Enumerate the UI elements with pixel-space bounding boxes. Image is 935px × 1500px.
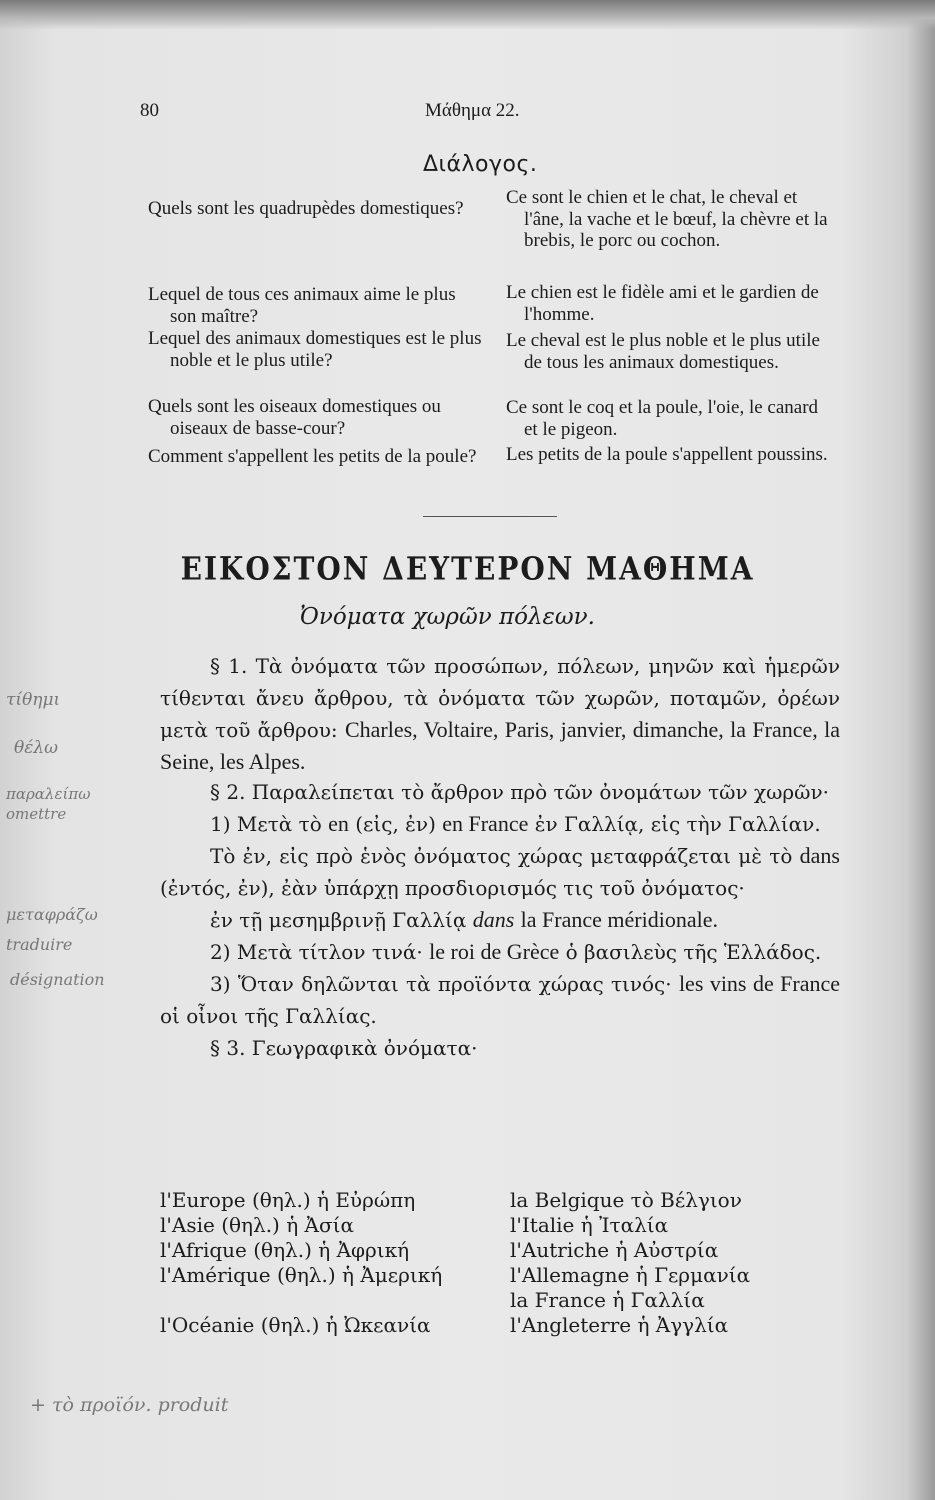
answer-text: Le chien est le fidèle ami et le gardien de l'homme. [506, 282, 819, 325]
s2-rule1-example: en France [442, 811, 529, 836]
s1-french-examples: Charles, Voltaire, Paris, janvier, dimanche, la France, la Seine, les Alpes. [160, 717, 840, 774]
dialogue-answer-1 [506, 187, 831, 252]
s1-greek-text: § 1. Τὰ ὀνόματα τῶν προσώπων, πόλεων, μηνῶν καὶ ἡμερῶν τίθενται ἄνευ ἄρθρου, τὰ ὀνόματα τῶν χωρῶν, ποταμῶν, ὀρέων μετὰ τοῦ ἄρθρου: [160, 654, 840, 742]
vocab-right-item: l'Autriche ἡ Αὐστρία [510, 1238, 719, 1262]
s2-rule2-french: le roi de Grèce [429, 939, 560, 964]
s3-heading: § 3. Γεωγραφικὰ ὀνόματα· [210, 1036, 478, 1060]
vocab-right-item: la France ἡ Γαλλία [510, 1288, 705, 1312]
vocab-left-item: l'Asie (θηλ.) ἡ Ἀσία [160, 1213, 354, 1237]
s2-rule3-greek2: οἱ οἶνοι τῆς Γαλλίας. [160, 1004, 377, 1028]
vocab-right-item: l'Italie ἡ Ἰταλία [510, 1213, 669, 1237]
s2-example-french: la France méridionale. [520, 907, 718, 932]
answer-text: Le cheval est le plus noble et le plus utile de tous les animaux domestiques. [506, 330, 820, 373]
margin-note-3: παραλείπω omettre [6, 785, 91, 823]
s2-note-a: Τὸ ἐν, εἰς πρὸ ἑνὸς ὀνόματος χώρας μεταφράζεται μὲ τὸ [210, 844, 793, 868]
running-title: Μάθημα 22. [425, 100, 520, 121]
section-divider [423, 516, 557, 517]
margin-note-6: + τὸ προϊόν. produit [30, 1394, 229, 1416]
answer-text: Ce sont le coq et la poule, l'oie, le canard et le pigeon. [506, 397, 819, 440]
s2-rule1-en: en [328, 811, 349, 836]
section-1 [160, 650, 840, 778]
vocab-left-item: l'Amérique (θηλ.) ἡ Ἀμερική [160, 1263, 443, 1287]
dialogue-question-5 [148, 446, 483, 468]
section-2 [160, 776, 840, 1064]
dialogue-answer-3 [506, 330, 831, 373]
vocab-right-item: l'Angleterre ἡ Ἀγγλία [510, 1313, 729, 1337]
dialogue-answer-5 [506, 444, 831, 466]
question-text: Quels sont les quadrupèdes domestiques? [148, 198, 464, 219]
s2-example-dans: dans [472, 907, 515, 932]
s2-rule3-french: les vins de France [678, 971, 841, 996]
page-number: 80 [140, 100, 159, 121]
vocab-right-item: la Belgique τὸ Βέλγιον [510, 1188, 742, 1212]
answer-text: Les petits de la poule s'appellent poussins. [506, 444, 828, 465]
dialogue-question-3 [148, 328, 483, 371]
question-text: Comment s'appellent les petits de la poule? [148, 446, 477, 467]
question-text: Lequel des animaux domestiques est le plus noble et le plus utile? [148, 328, 482, 371]
vocab-left-item: l'Afrique (θηλ.) ἡ Ἀφρική [160, 1238, 410, 1262]
margin-note-5: désignation [10, 970, 105, 989]
dialogue-question-4 [148, 396, 483, 439]
s2-heading: § 2. Παραλείπεται τὸ ἄρθρον πρὸ τῶν ὀνομάτων τῶν χωρῶν· [210, 780, 829, 804]
s2-rule2-greek2: ὁ βασιλεὺς τῆς Ἑλλάδος. [565, 940, 822, 964]
s2-note-dans: dans [799, 843, 840, 868]
dialogue-answer-2 [506, 282, 831, 325]
s2-rule1-gloss: (εἰς, ἐν) [355, 812, 436, 836]
s2-example-greek: ἐν τῇ μεσημβρινῇ Γαλλίᾳ [210, 908, 467, 932]
answer-text: Ce sont le chien et le chat, le cheval et l'âne, la vache et le bœuf, la chèvre et la brebis, le porc ou cochon. [506, 187, 828, 252]
lesson-subtitle: Ὀνόματα χωρῶν πόλεων. [300, 604, 595, 630]
vocab-left-item: l'Europe (θηλ.) ἡ Εὐρώπη [160, 1188, 416, 1212]
dialogue-answer-4 [506, 397, 831, 440]
dialogue-question-1 [148, 198, 483, 220]
vocab-continents [160, 1188, 500, 1338]
vocab-right-item: l'Allemagne ἡ Γερμανία [510, 1263, 751, 1287]
dialogue-question-2 [148, 284, 483, 327]
vocab-left-item: l'Océanie (θηλ.) ἡ Ὠκεανία [160, 1313, 431, 1337]
margin-note-2: θέλω [14, 738, 58, 758]
page-top-shadow [0, 0, 935, 30]
question-text: Lequel de tous ces animaux aime le plus son maître? [148, 284, 456, 327]
s2-rule1-translation: ἐν Γαλλίᾳ, εἰς τὴν Γαλλίαν. [534, 812, 821, 836]
s2-rule2-greek: 2) Μετὰ τίτλον τινά· [210, 940, 423, 964]
margin-note-4: μεταφράζω traduire [6, 905, 98, 954]
question-text: Quels sont les oiseaux domestiques ou oiseaux de basse-cour? [148, 396, 441, 439]
s2-note-c: (ἐντός, ἐν), ἐὰν ὑπάρχῃ προσδιορισμός τις τοῦ ὀνόματος· [160, 876, 745, 900]
lesson-title: ΕΙΚΟΣΤΟΝ ΔΕΥΤΕΡΟΝ ΜΑΘΗΜΑ [180, 549, 755, 588]
s2-rule3-greek: 3) Ὅταν δηλῶνται τὰ προϊόντα χώρας τινός· [210, 972, 672, 996]
s2-rule1-a: 1) Μετὰ τὸ [210, 812, 322, 836]
dialogue-title: Διάλογος. [423, 152, 538, 177]
vocab-countries [510, 1188, 850, 1338]
margin-note-1: τίθημι [6, 690, 61, 710]
